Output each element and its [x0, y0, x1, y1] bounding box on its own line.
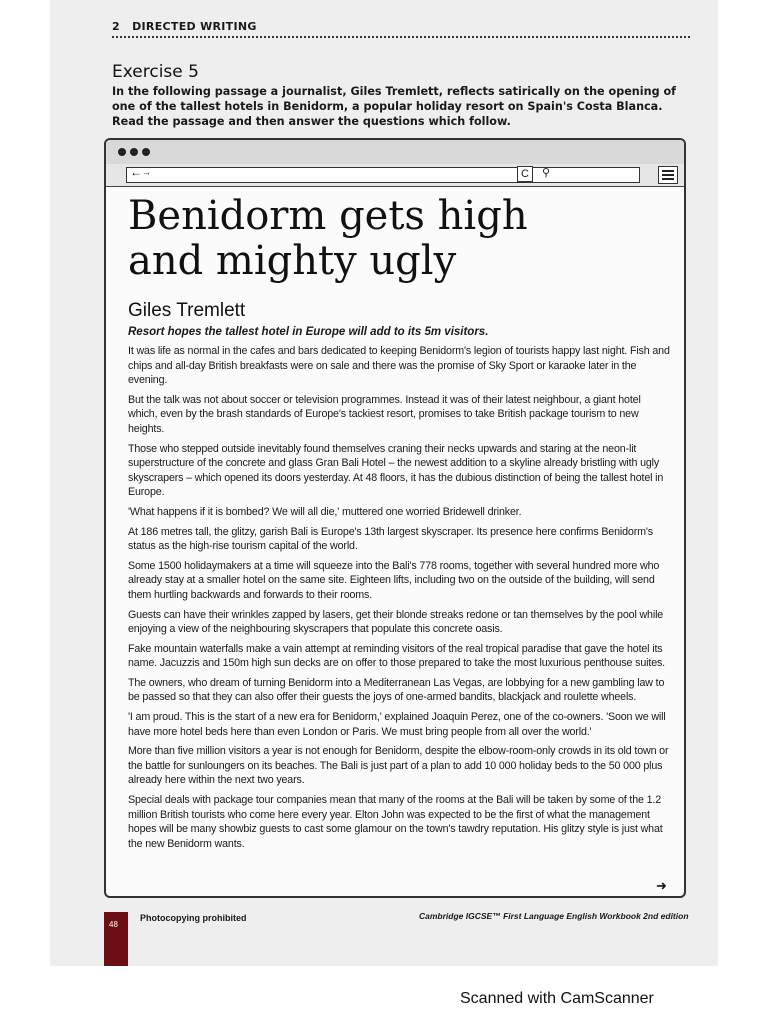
section-header [112, 20, 257, 33]
article-paragraph: But the talk was not about soccer or television programmes. Instead it was of their latest neighbour, a giant hotel which, even by the brash standards of Europe's tackiest resort, promises to take British package tourism to new heights. [128, 393, 641, 435]
continue-arrow-icon: ➜ [656, 878, 667, 893]
reload-icon[interactable]: C [517, 166, 533, 182]
forward-arrow-icon[interactable]: → [142, 167, 151, 177]
article-paragraph: Special deals with package tour companies mean that many of the rooms at the Bali will be taken by some of the 1.2 million British tourists who come here every year. Elton John was expected to be the first of what the management hopes will be many showbiz guests to cast some glamour on the town's tawdry reputation. His glitzy style is just what the new Benidorm wants. [128, 794, 663, 850]
address-bar[interactable] [126, 167, 640, 183]
article-paragraph: Fake mountain waterfalls make a vain attempt at reminding visitors of the real tropical paradise that gave the hotel its name. Jacuzzis and 150m high sun decks are on offer to those prepared to take the most luxurious penthouse suites. [128, 642, 666, 670]
browser-titlebar [106, 140, 684, 165]
window-dot-icon[interactable] [130, 148, 138, 156]
article-paragraph: 'What happens if it is bombed? We will all die,' muttered one worried Bridewell drinker. [128, 505, 522, 518]
scanner-watermark: Scanned with CamScanner [460, 990, 654, 1007]
article-paragraph: More than five million visitors a year is not enough for Benidorm, despite the elbow-room-only crowds in its old town or the battle for sunloungers on its beaches. The Bali is just part of a plan to add 10 000 holiday beds to the 50 000 plus already here within the next two years. [128, 745, 669, 787]
search-icon[interactable]: ⚲ [541, 167, 551, 179]
article-body [128, 344, 670, 856]
article-paragraph: At 186 metres tall, the glitzy, garish Bali is Europe's 13th largest skyscraper. Its presence here confirms Benidorm's status as the high-rise tourism capital of the world. [128, 525, 653, 553]
article-paragraph: It was life as normal in the cafes and bars dedicated to keeping Benidorm's legion of tourists happy last night. Fish and chips and all-day British breakfasts were on sale and there was the promise of Sky Sport or karaoke later in the evening. [128, 345, 670, 387]
article-paragraph: Those who stepped outside inevitably found themselves craning their necks upwards and staring at the neon-lit superstructure of the concrete and glass Gran Bali Hotel – the newest addition to a skyline already bristling with ugly skyscrapers – which opened its doors yesterday. At 48 floors, it has the dubious distinction of being the tallest hotel in Europe. [128, 442, 664, 499]
headline-line-1: Benidorm gets high [128, 193, 528, 239]
article-paragraph: 'I am proud. This is the start of a new era for Benidorm,' explained Joaquin Perez, one of the co-owners. 'Soon we will have more hotel beds here than even London or Paris. We must bring people from all over the world.' [128, 711, 666, 738]
page-number: 48 [109, 920, 118, 929]
section-title: DIRECTED WRITING [132, 20, 257, 33]
article-paragraph: Guests can have their wrinkles zapped by lasers, get their blonde streaks redone or tan themselves by the pool while enjoying a view of the neighbouring skyscrapers that populate this concrete oasis. [128, 608, 664, 636]
window-dot-icon[interactable] [142, 148, 150, 156]
browser-navbar [106, 164, 684, 187]
back-arrow-icon[interactable]: ← [130, 165, 142, 179]
article-standfirst: Resort hopes the tallest hotel in Europe will add to its 5m visitors. [128, 326, 489, 338]
section-number: 2 [112, 20, 120, 33]
footer-book-title: Cambridge IGCSE™ First Language English Workbook 2nd edition [419, 911, 689, 921]
exercise-intro: In the following passage a journalist, Giles Tremlett, reflects satirically on the opening of one of the tallest hotels in Benidorm, a popular holiday resort on Spain's Costa Blanca. Read the passage and then answer the questions which follow. [112, 85, 677, 128]
browser-frame [104, 138, 686, 898]
menu-icon[interactable] [658, 166, 678, 184]
footer-notice: Photocopying prohibited [140, 913, 247, 923]
window-dot-icon[interactable] [118, 148, 126, 156]
article-paragraph: Some 1500 holidaymakers at a time will squeeze into the Bali's 778 rooms, together with several hundred more who already stay at a smaller hotel on the same site. Eighteen lifts, including two on the outside of the building, will send them hurtling backwards and forwards to their rooms. [128, 559, 660, 601]
article-author: Giles Tremlett [128, 300, 246, 321]
dotted-divider [112, 36, 690, 38]
exercise-title: Exercise 5 [112, 62, 199, 82]
headline-line-2: and mighty ugly [128, 238, 457, 284]
article-paragraph: The owners, who dream of turning Benidorm into a Mediterranean Las Vegas, are lobbying for a new gambling law to be passed so that they can also offer their guests the joys of one-armed bandits, blackjack and roulette wheels. [128, 676, 665, 704]
article-headline [128, 194, 668, 284]
